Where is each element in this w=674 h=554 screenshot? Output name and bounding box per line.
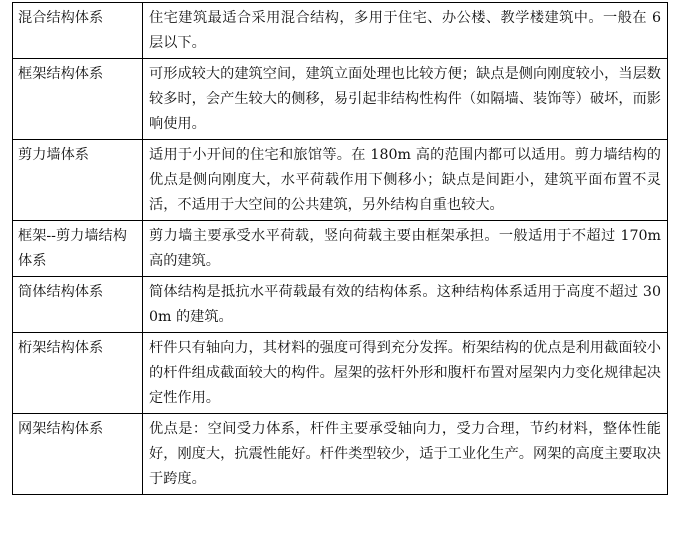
system-description-cell: 住宅建筑最适合采用混合结构，多用于住宅、办公楼、教学楼建筑中。一般在 6 层以下。: [143, 3, 668, 59]
table-row: [13, 221, 668, 277]
system-name-cell: 筒体结构体系: [13, 277, 143, 333]
system-description-cell: 优点是：空间受力体系，杆件主要承受轴向力，受力合理，节约材料，整体性能好，刚度大，抗震性能好。杆件类型较少，适于工业化生产。网架的高度主要取决于跨度。: [143, 414, 668, 495]
table-row: [13, 3, 668, 59]
system-description-cell: 简体结构是抵抗水平荷载最有效的结构体系。这种结构体系适用于高度不超过 300m 的建筑。: [143, 277, 668, 333]
system-description-cell: 适用于小开间的住宅和旅馆等。在 180m 高的范围内都可以适用。剪力墙结构的优点是侧向刚度大，水平荷载作用下侧移小；缺点是间距小，建筑平面布置不灵活，不适用于大空间的公共建筑，另外结构自重也较大。: [143, 140, 668, 221]
table-row: [13, 333, 668, 414]
system-description-cell: 杆件只有轴向力，其材料的强度可得到充分发挥。桁架结构的优点是利用截面较小的杆件组成截面较大的构件。屋架的弦杆外形和腹杆布置对屋架内力变化规律起决定性作用。: [143, 333, 668, 414]
system-description-cell: 剪力墙主要承受水平荷载，竖向荷载主要由框架承担。一般适用于不超过 170m 高的建筑。: [143, 221, 668, 277]
system-name-cell: 框架结构体系: [13, 59, 143, 140]
table-row: [13, 277, 668, 333]
table-row: [13, 59, 668, 140]
system-name-cell: 混合结构体系: [13, 3, 143, 59]
system-description-cell: 可形成较大的建筑空间，建筑立面处理也比较方便；缺点是侧向刚度较小，当层数较多时，会产生较大的侧移，易引起非结构性构件（如隔墙、装饰等）破坏，而影响使用。: [143, 59, 668, 140]
structure-system-table: [12, 2, 668, 495]
system-name-cell: 剪力墙体系: [13, 140, 143, 221]
system-name-cell: 网架结构体系: [13, 414, 143, 495]
system-name-cell: 桁架结构体系: [13, 333, 143, 414]
table-row: [13, 414, 668, 495]
system-name-cell: 框架--剪力墙结构体系: [13, 221, 143, 277]
table-row: [13, 140, 668, 221]
